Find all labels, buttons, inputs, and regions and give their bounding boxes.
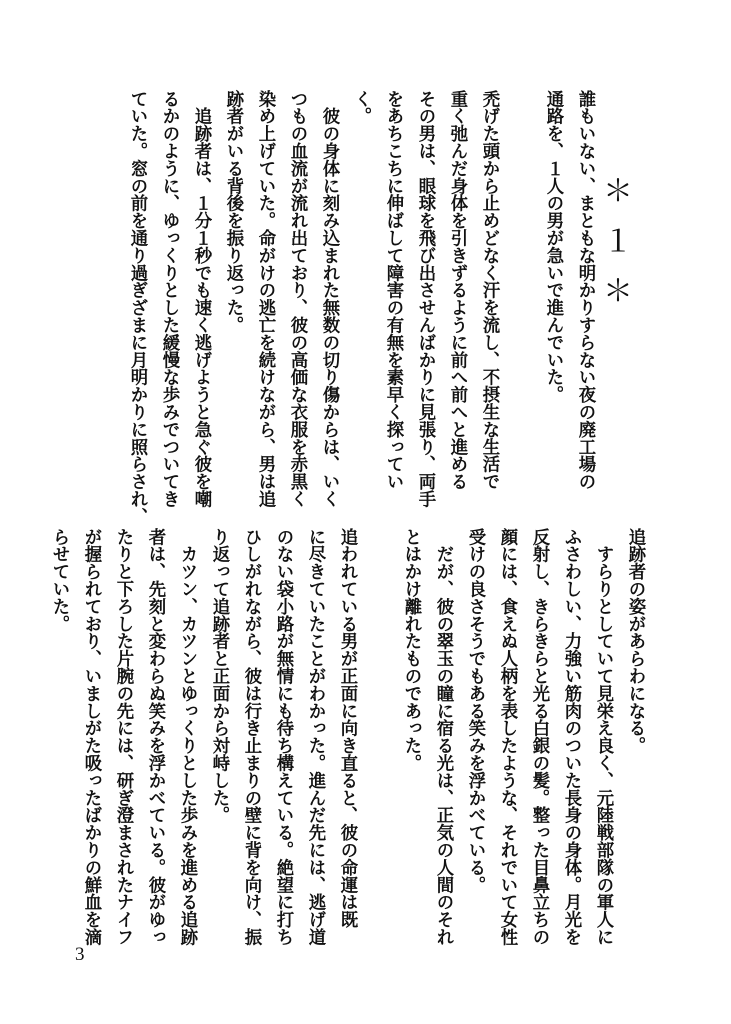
text-line: が握られており、いましがた吸ったばかりの鮮血を滴	[81, 528, 101, 946]
text-line: 追われている男が正面に向き直ると、彼の命運は既	[337, 528, 357, 929]
text-line: に尽きていたことがわかった。進んだ先には、逃げ道	[305, 528, 325, 946]
text-line: るかのように、ゆっくりとした緩慢な歩みでついてき	[159, 90, 179, 508]
text-line: 追跡者の姿があらわになる。	[625, 528, 645, 755]
text-line: らせていた。	[49, 528, 69, 633]
text-line: 者は、先刻と変わらぬ笑みを浮かべている。彼がゆっ	[145, 528, 165, 946]
text-line: 跡者がいる背後を振り返った。	[223, 90, 243, 334]
text-line	[363, 528, 395, 948]
text-line: 彼の身体に刻み込まれた無数の切り傷からは、いく	[319, 90, 339, 508]
text-line: ふさわしい、力強い筋肉のついた長身の身体。月光を	[561, 528, 581, 946]
page-number: 3	[75, 944, 85, 965]
lower-text-block	[43, 528, 651, 948]
text-line: のない袋小路が無情にも待ち構えている。絶望に打ち	[273, 528, 293, 946]
text-line: その男は、眼球を飛び出させんばかりに見張り、両手	[415, 90, 435, 508]
text-line: 顔には、食えぬ人柄を表したような、それでいて女性	[497, 528, 517, 946]
text-line: たりと下ろした片腕の先には、研ぎ澄まされたナイフ	[113, 528, 133, 946]
text-line: だが、彼の翠玉の瞳に宿る光は、正気の人間のそれ	[433, 528, 453, 946]
text-line: 誰もいない、まともな明かりすらない夜の廃工場の	[575, 90, 595, 491]
text-line: 通路を、１人の男が急いで進んでいた。	[543, 90, 563, 404]
upper-text-block	[121, 90, 601, 525]
text-line: すらりとしていて見栄え良く、元陸戦部隊の軍人に	[593, 528, 613, 946]
text-line: 禿げた頭から止めどなく汗を流し、不摂生な生活で	[479, 90, 499, 491]
text-line: カツン、カツンとゆっくりとした歩みを進める追跡	[177, 528, 197, 946]
text-line: 受けの良さそうでもある笑みを浮かべている。	[465, 528, 485, 894]
text-line: ひしがれながら、彼は行き止まりの壁に背を向け、振	[241, 528, 261, 946]
text-line: く。	[351, 90, 371, 125]
text-line: 追跡者は、１分１秒でも速く逃げようと急ぐ彼を嘲	[191, 90, 211, 508]
text-line: 重く弛んだ身体を引きずるように前へ前へと進める	[447, 90, 467, 491]
text-line: り返って追跡者と正面から対峙した。	[209, 528, 229, 824]
text-line: とはかけ離れたものであった。	[401, 528, 421, 772]
text-line: つもの血流が流れ出ており、彼の高価な衣服を赤黒く	[287, 90, 307, 508]
text-line	[505, 90, 537, 510]
text-line: をあちこちに伸ばして障害の有無を素早く探ってい	[383, 90, 403, 491]
text-line: 反射し、きらきらと光る白銀の髪。整った目鼻立ちの	[529, 528, 549, 946]
text-line: 染め上げていた。命がけの逃亡を続けながら、男は追	[255, 90, 275, 508]
text-line: ていた。窓の前を通り過ぎざまに月明かりに照らされ、	[127, 90, 147, 525]
chapter-heading: ＊１＊	[597, 175, 632, 325]
